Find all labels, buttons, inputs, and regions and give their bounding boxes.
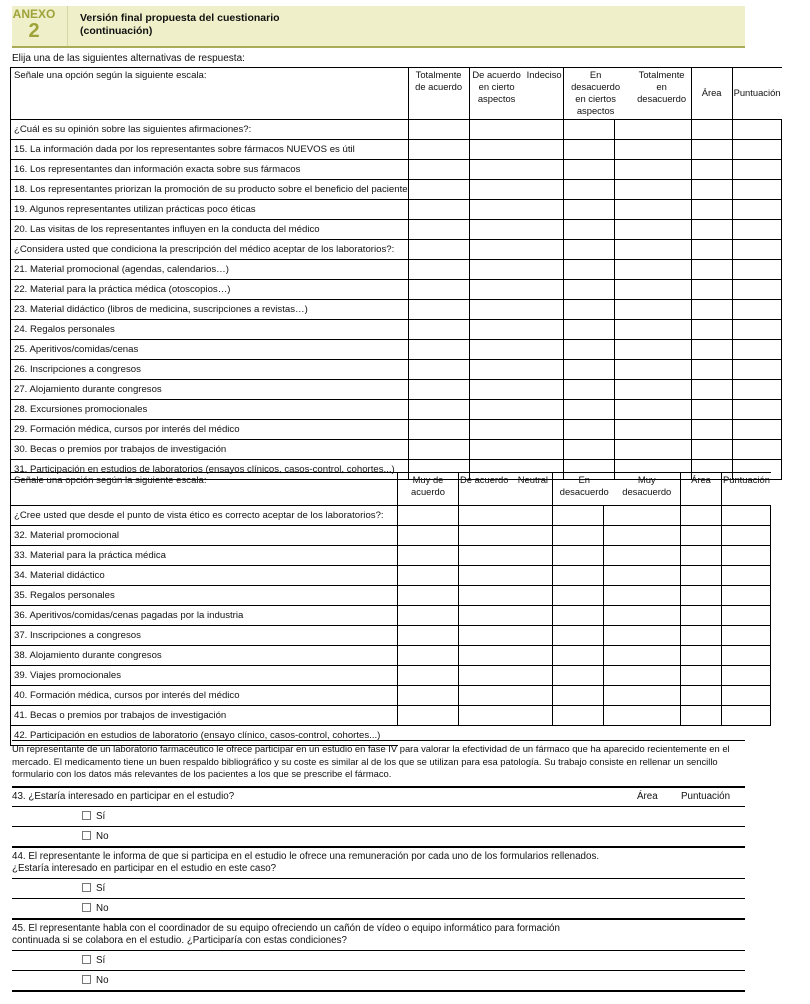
opinion-table	[10, 67, 782, 480]
answer-cell[interactable]	[459, 686, 553, 706]
question-row	[11, 380, 782, 400]
divider	[12, 878, 745, 879]
section-row	[11, 240, 782, 260]
answer-cell[interactable]	[469, 140, 563, 160]
area-cell[interactable]	[681, 586, 722, 606]
divider	[12, 826, 745, 827]
question-row	[11, 706, 771, 726]
answer-cell[interactable]	[459, 606, 553, 626]
option-yes-43[interactable]: Sí	[82, 811, 105, 822]
score-cell[interactable]	[722, 666, 771, 686]
question-text: 38. Alojamiento durante congresos	[11, 646, 398, 666]
answer-cell[interactable]	[408, 320, 469, 340]
option-no-43[interactable]: No	[82, 831, 109, 842]
answer-cell[interactable]	[563, 180, 614, 200]
option-yes-45[interactable]: Sí	[82, 955, 105, 966]
area-cell[interactable]	[681, 666, 722, 686]
area-cell[interactable]	[691, 140, 732, 160]
question-text: 29. Formación médica, cursos por interés del médico	[11, 420, 409, 440]
answer-cell[interactable]	[469, 200, 563, 220]
answer-cell[interactable]	[604, 546, 681, 566]
answer-cell[interactable]	[563, 400, 614, 420]
area-cell[interactable]	[691, 260, 732, 280]
answer-cell[interactable]	[614, 240, 691, 260]
answer-cell[interactable]	[459, 566, 553, 586]
question-row	[11, 220, 782, 240]
question-row	[11, 320, 782, 340]
answer-cell[interactable]	[408, 360, 469, 380]
answer-cell[interactable]	[563, 120, 614, 140]
section-row	[11, 506, 771, 526]
answer-cell[interactable]	[469, 240, 563, 260]
question-text: 42. Participación en estudios de laboratorio (ensayo clínico, casos-control, cohortes...)	[11, 726, 398, 746]
question-text: 35. Regalos personales	[11, 586, 398, 606]
question-row	[11, 140, 782, 160]
score-cell[interactable]	[722, 526, 771, 546]
answer-cell[interactable]	[563, 300, 614, 320]
section-heading: ¿Considera usted que condiciona la prescripción del médico aceptar de los laboratorios?:	[11, 240, 409, 260]
answer-cell[interactable]	[614, 220, 691, 240]
divider	[12, 740, 745, 741]
area-cell[interactable]	[681, 626, 722, 646]
answer-cell[interactable]	[408, 260, 469, 280]
answer-cell[interactable]	[398, 686, 459, 706]
question-row	[11, 546, 771, 566]
answer-cell[interactable]	[563, 280, 614, 300]
question-text: 15. La información dada por los representantes sobre fármacos NUEVOS es útil	[11, 140, 409, 160]
annex-label: ANEXO 2	[12, 7, 56, 42]
answer-cell[interactable]	[398, 586, 459, 606]
score-cell[interactable]	[732, 440, 781, 460]
question-text: 37. Inscripciones a congresos	[11, 626, 398, 646]
score-label: Puntuación	[681, 791, 731, 802]
question-row	[11, 280, 782, 300]
score-cell[interactable]	[732, 220, 781, 240]
answer-cell[interactable]	[563, 340, 614, 360]
answer-cell[interactable]	[563, 160, 614, 180]
question-text: 16. Los representantes dan información exacta sobre sus fármacos	[11, 160, 409, 180]
area-cell[interactable]	[691, 400, 732, 420]
answer-cell[interactable]	[398, 546, 459, 566]
answer-cell[interactable]	[398, 606, 459, 626]
question-text: 40. Formación médica, cursos por interés del médico	[11, 686, 398, 706]
answer-cell[interactable]	[469, 260, 563, 280]
score-cell[interactable]	[732, 380, 781, 400]
area-cell[interactable]	[681, 566, 722, 586]
question-text: 26. Inscripciones a congresos	[11, 360, 409, 380]
question-row	[11, 300, 782, 320]
answer-cell[interactable]	[459, 666, 553, 686]
checkbox-icon[interactable]	[82, 811, 91, 820]
answer-cell[interactable]	[553, 666, 604, 686]
question-row	[11, 420, 782, 440]
score-cell[interactable]	[732, 280, 781, 300]
answer-cell[interactable]	[553, 566, 604, 586]
answer-cell[interactable]	[553, 626, 604, 646]
answer-cell[interactable]	[604, 706, 681, 726]
answer-cell[interactable]	[563, 240, 614, 260]
question-text: 30. Becas o premios por trabajos de investigación	[11, 440, 409, 460]
answer-cell[interactable]	[469, 280, 563, 300]
answer-cell[interactable]	[553, 546, 604, 566]
score-cell[interactable]	[722, 686, 771, 706]
col-header: Área	[681, 473, 722, 506]
score-cell[interactable]	[722, 586, 771, 606]
question-text: 31. Participación en estudios de laboratorios (ensayos clínicos, casos-control, cohortes...)	[11, 460, 409, 480]
score-cell[interactable]	[722, 566, 771, 586]
answer-cell[interactable]	[614, 360, 691, 380]
answer-cell[interactable]	[408, 280, 469, 300]
section-heading: ¿Cree usted que desde el punto de vista ético es correcto aceptar de los laboratorios?:	[11, 506, 398, 526]
score-cell[interactable]	[732, 320, 781, 340]
question-text: 25. Aperitivos/comidas/cenas	[11, 340, 409, 360]
answer-cell[interactable]	[563, 200, 614, 220]
answer-cell[interactable]	[563, 140, 614, 160]
answer-cell[interactable]	[563, 420, 614, 440]
scale-label: Señale una opción según la siguiente escala:	[11, 68, 409, 120]
col-header: En desacuerdo en ciertos aspectos Totalmente en desacuerdo	[563, 68, 691, 120]
answer-cell[interactable]	[604, 666, 681, 686]
question-row	[11, 360, 782, 380]
question-row	[11, 160, 782, 180]
question-44: 44. El representante le informa de que si participa en el estudio le ofrece una remuneración por cada uno de los formularios rellenados. ¿Estaría interesado en participar en el estudio en este caso?	[12, 851, 600, 874]
question-text: 19. Algunos representantes utilizan prácticas poco éticas	[11, 200, 409, 220]
score-cell[interactable]	[722, 706, 771, 726]
answer-cell[interactable]	[408, 200, 469, 220]
answer-cell[interactable]	[614, 120, 691, 140]
answer-cell[interactable]	[563, 320, 614, 340]
answer-cell[interactable]	[604, 566, 681, 586]
answer-cell[interactable]	[469, 340, 563, 360]
answer-cell[interactable]	[408, 120, 469, 140]
question-text: 33. Material para la práctica médica	[11, 546, 398, 566]
question-45: 45. El representante habla con el coordinador de su equipo ofreciendo un cañón de vídeo o equipo informático para formación continuada si se colabora en el estudio. ¿Participaría con estas condiciones?	[12, 923, 560, 946]
question-row	[11, 180, 782, 200]
area-cell[interactable]	[691, 240, 732, 260]
question-row	[11, 260, 782, 280]
area-cell[interactable]	[681, 606, 722, 626]
area-label: Área	[637, 791, 658, 802]
answer-cell[interactable]	[563, 360, 614, 380]
answer-cell[interactable]	[553, 506, 604, 526]
question-text: 36. Aperitivos/comidas/cenas pagadas por la industria	[11, 606, 398, 626]
answer-cell[interactable]	[469, 300, 563, 320]
area-cell[interactable]	[691, 220, 732, 240]
area-cell[interactable]	[681, 646, 722, 666]
answer-cell[interactable]	[614, 400, 691, 420]
score-cell[interactable]	[732, 240, 781, 260]
answer-cell[interactable]	[408, 160, 469, 180]
answer-cell[interactable]	[614, 300, 691, 320]
answer-cell[interactable]	[614, 160, 691, 180]
annex-header	[12, 6, 745, 48]
answer-cell[interactable]	[604, 506, 681, 526]
divider	[12, 786, 745, 788]
answer-cell[interactable]	[459, 546, 553, 566]
score-cell[interactable]	[722, 646, 771, 666]
answer-cell[interactable]	[398, 566, 459, 586]
checkbox-icon[interactable]	[82, 831, 91, 840]
scenario-text: Un representante de un laboratorio farmacéutico le ofrece participar en un estudio en fase IV para valorar la efectividad de un fármaco que ha aparecido recientemente en el mercado. El medicamento tiene un buen respaldo bibliográfico y su coste es similar al de los que se utilizan para esa patología. Su trabajo consiste en rellenar un sencillo formulario con los datos más relevantes de los pacientes a los que se prescribe el fármaco.	[12, 743, 730, 779]
answer-cell[interactable]	[398, 666, 459, 686]
answer-cell[interactable]	[469, 160, 563, 180]
answer-cell[interactable]	[459, 586, 553, 606]
answer-cell[interactable]	[408, 440, 469, 460]
answer-cell[interactable]	[469, 320, 563, 340]
checkbox-icon[interactable]	[82, 883, 91, 892]
answer-cell[interactable]	[469, 220, 563, 240]
answer-cell[interactable]	[408, 400, 469, 420]
answer-cell[interactable]	[398, 526, 459, 546]
question-row	[11, 200, 782, 220]
question-row	[11, 586, 771, 606]
answer-cell[interactable]	[469, 180, 563, 200]
col-header: Totalmente de acuerdo	[408, 68, 469, 120]
answer-cell[interactable]	[604, 586, 681, 606]
answer-cell[interactable]	[614, 320, 691, 340]
answer-cell[interactable]	[553, 606, 604, 626]
question-row	[11, 626, 771, 646]
answer-cell[interactable]	[459, 646, 553, 666]
question-text: 41. Becas o premios por trabajos de investigación	[11, 706, 398, 726]
area-cell[interactable]	[691, 420, 732, 440]
checkbox-icon[interactable]	[82, 903, 91, 912]
col-header: En desacuerdo Muy desacuerdo	[553, 473, 681, 506]
question-row	[11, 400, 782, 420]
answer-cell[interactable]	[614, 140, 691, 160]
question-row	[11, 666, 771, 686]
answer-cell[interactable]	[614, 340, 691, 360]
question-text: 24. Regalos personales	[11, 320, 409, 340]
question-text: 32. Material promocional	[11, 526, 398, 546]
score-cell[interactable]	[732, 420, 781, 440]
col-header: Muy de acuerdo	[398, 473, 459, 506]
col-header: De acuerdo en cierto aspectos Indeciso	[469, 68, 563, 120]
answer-cell[interactable]	[459, 626, 553, 646]
answer-cell[interactable]	[408, 380, 469, 400]
question-text: 28. Excursiones promocionales	[11, 400, 409, 420]
area-cell[interactable]	[691, 200, 732, 220]
answer-cell[interactable]	[459, 526, 553, 546]
section-heading: ¿Cuál es su opinión sobre las siguientes afirmaciones?:	[11, 120, 409, 140]
answer-cell[interactable]	[408, 240, 469, 260]
area-cell[interactable]	[681, 526, 722, 546]
score-cell[interactable]	[732, 160, 781, 180]
answer-cell[interactable]	[398, 506, 459, 526]
score-cell[interactable]	[732, 120, 781, 140]
divider	[12, 970, 745, 971]
question-text: 22. Material para la práctica médica (otoscopios…)	[11, 280, 409, 300]
answer-cell[interactable]	[469, 380, 563, 400]
answer-cell[interactable]	[459, 706, 553, 726]
area-cell[interactable]	[691, 300, 732, 320]
score-cell[interactable]	[722, 546, 771, 566]
answer-cell[interactable]	[469, 120, 563, 140]
answer-cell[interactable]	[614, 280, 691, 300]
col-header: Área	[691, 68, 732, 120]
area-cell[interactable]	[681, 506, 722, 526]
col-header: Puntuación	[732, 68, 781, 120]
answer-cell[interactable]	[604, 526, 681, 546]
answer-cell[interactable]	[408, 220, 469, 240]
divider	[12, 950, 745, 951]
answer-cell[interactable]	[563, 260, 614, 280]
answer-cell[interactable]	[614, 420, 691, 440]
area-cell[interactable]	[691, 280, 732, 300]
ethics-table	[10, 472, 771, 746]
area-cell[interactable]	[691, 340, 732, 360]
score-cell[interactable]	[722, 506, 771, 526]
answer-cell[interactable]	[469, 360, 563, 380]
question-text: 23. Material didáctico (libros de medicina, suscripciones a revistas…)	[11, 300, 409, 320]
score-cell[interactable]	[732, 300, 781, 320]
answer-cell[interactable]	[553, 706, 604, 726]
score-cell[interactable]	[732, 180, 781, 200]
divider	[12, 918, 745, 920]
answer-cell[interactable]	[614, 440, 691, 460]
question-row	[11, 606, 771, 626]
answer-cell[interactable]	[563, 220, 614, 240]
score-cell[interactable]	[732, 200, 781, 220]
answer-cell[interactable]	[553, 646, 604, 666]
area-cell[interactable]	[691, 180, 732, 200]
answer-cell[interactable]	[563, 380, 614, 400]
answer-cell[interactable]	[604, 686, 681, 706]
divider	[12, 806, 745, 807]
answer-cell[interactable]	[604, 606, 681, 626]
question-row	[11, 566, 771, 586]
answer-cell[interactable]	[469, 420, 563, 440]
area-cell[interactable]	[691, 120, 732, 140]
answer-cell[interactable]	[469, 400, 563, 420]
answer-cell[interactable]	[553, 586, 604, 606]
option-yes-44[interactable]: Sí	[82, 883, 105, 894]
area-cell[interactable]	[691, 440, 732, 460]
answer-cell[interactable]	[408, 300, 469, 320]
question-text: 34. Material didáctico	[11, 566, 398, 586]
area-cell[interactable]	[681, 546, 722, 566]
area-cell[interactable]	[691, 380, 732, 400]
answer-cell[interactable]	[408, 340, 469, 360]
area-cell[interactable]	[691, 320, 732, 340]
area-cell[interactable]	[691, 360, 732, 380]
question-text: 20. Las visitas de los representantes influyen en la conducta del médico	[11, 220, 409, 240]
scale-label: Señale una opción según la siguiente escala:	[11, 473, 398, 506]
answer-cell[interactable]	[614, 260, 691, 280]
answer-cell[interactable]	[459, 506, 553, 526]
answer-cell[interactable]	[563, 440, 614, 460]
page-title: Versión final propuesta del cuestionario (continuación)	[67, 6, 280, 46]
answer-cell[interactable]	[469, 440, 563, 460]
area-cell[interactable]	[681, 686, 722, 706]
question-row	[11, 646, 771, 666]
answer-cell[interactable]	[614, 180, 691, 200]
question-row	[11, 686, 771, 706]
score-cell[interactable]	[722, 626, 771, 646]
area-cell[interactable]	[681, 706, 722, 726]
answer-cell[interactable]	[398, 626, 459, 646]
answer-cell[interactable]	[614, 200, 691, 220]
question-row	[11, 526, 771, 546]
score-cell[interactable]	[722, 606, 771, 626]
question-text: 27. Alojamiento durante congresos	[11, 380, 409, 400]
question-text: 21. Material promocional (agendas, calendarios…)	[11, 260, 409, 280]
score-cell[interactable]	[732, 260, 781, 280]
col-header: Puntuación	[722, 473, 771, 506]
question-43: 43. ¿Estaría interesado en participar en el estudio?	[12, 791, 235, 802]
section-row	[11, 120, 782, 140]
col-header: De acuerdo Neutral	[459, 473, 553, 506]
answer-cell[interactable]	[553, 686, 604, 706]
answer-cell[interactable]	[398, 706, 459, 726]
score-cell[interactable]	[732, 400, 781, 420]
answer-cell[interactable]	[408, 140, 469, 160]
answer-cell[interactable]	[604, 646, 681, 666]
checkbox-icon[interactable]	[82, 955, 91, 964]
score-cell[interactable]	[732, 140, 781, 160]
option-no-44[interactable]: No	[82, 903, 109, 914]
divider	[12, 898, 745, 899]
checkbox-icon[interactable]	[82, 975, 91, 984]
question-row	[11, 340, 782, 360]
question-text: 18. Los representantes priorizan la promoción de su producto sobre el beneficio del paciente	[11, 180, 409, 200]
divider	[12, 846, 745, 848]
option-no-45[interactable]: No	[82, 975, 109, 986]
question-text: 39. Viajes promocionales	[11, 666, 398, 686]
intro-text: Elija una de las siguientes alternativas de respuesta:	[12, 53, 245, 64]
divider	[12, 990, 745, 992]
answer-cell[interactable]	[553, 526, 604, 546]
answer-cell[interactable]	[604, 626, 681, 646]
answer-cell[interactable]	[614, 380, 691, 400]
score-cell[interactable]	[732, 340, 781, 360]
answer-cell[interactable]	[408, 420, 469, 440]
area-cell[interactable]	[691, 160, 732, 180]
score-cell[interactable]	[732, 360, 781, 380]
question-row	[11, 440, 782, 460]
answer-cell[interactable]	[398, 646, 459, 666]
answer-cell[interactable]	[408, 180, 469, 200]
